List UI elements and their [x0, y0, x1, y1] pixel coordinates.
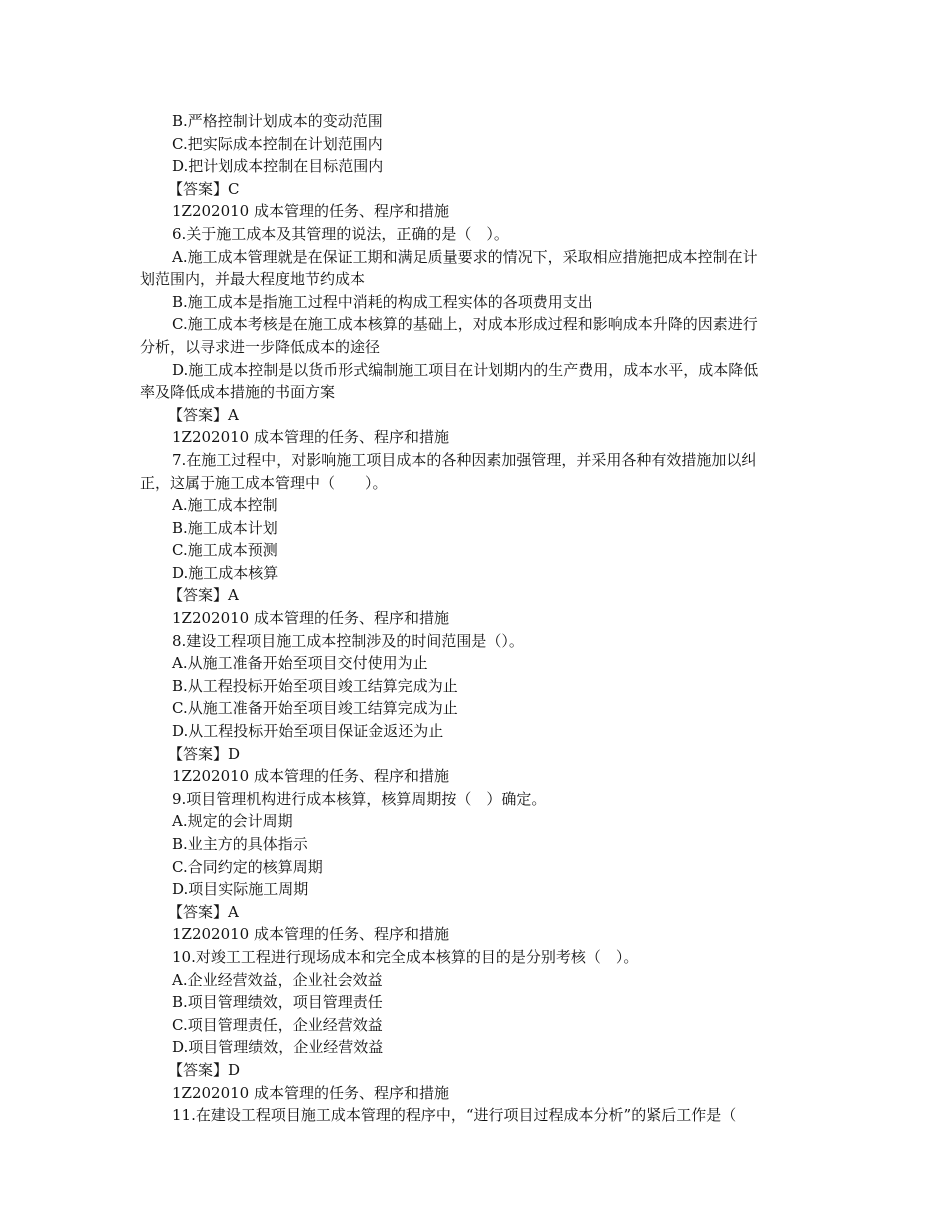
text-line: C.把实际成本控制在计划范围内 [172, 134, 383, 153]
text-line: B.严格控制计划成本的变动范围 [172, 112, 383, 130]
text-line: A.施工成本控制 [172, 496, 278, 515]
text-line: 分析，以寻求进一步降低成本的途径 [140, 337, 381, 356]
document-body [140, 110, 810, 1127]
text-line: A.规定的会计周期 [172, 812, 293, 831]
answer-line: 【答案】A [168, 586, 239, 605]
text-line: B.施工成本计划 [172, 518, 278, 537]
text-line: 1Z202010 成本管理的任务、程序和措施 [172, 428, 449, 447]
text-line: D.施工成本控制是以货币形式编制施工项目在计划期内的生产费用，成本水平，成本降低 [172, 360, 759, 379]
text-line: 1Z202010 成本管理的任务、程序和措施 [172, 767, 449, 786]
text-line: 率及降低成本措施的书面方案 [140, 383, 336, 402]
answer-line: 【答案】A [168, 902, 239, 921]
text-line: 7.在施工过程中，对影响施工项目成本的各种因素加强管理，并采用各种有效措施加以纠 [172, 450, 757, 469]
text-line: 8.建设工程项目施工成本控制涉及的时间范围是（）。 [172, 631, 524, 650]
text-line: C.施工成本考核是在施工成本核算的基础上，对成本形成过程和影响成本升降的因素进行 [172, 315, 758, 334]
text-line: D.项目实际施工周期 [172, 880, 309, 899]
text-line: B.从工程投标开始至项目竣工结算完成为止 [172, 676, 458, 695]
text-line: D.把计划成本控制在目标范围内 [172, 157, 384, 176]
text-line: 6.关于施工成本及其管理的说法，正确的是（ ）。 [172, 224, 509, 243]
answer-line: 【答案】C [168, 179, 240, 198]
text-line: C.合同约定的核算周期 [172, 857, 323, 876]
text-line: 划范围内，并最大程度地节约成本 [140, 270, 366, 289]
text-line: 11.在建设工程项目施工成本管理的程序中，“进行项目过程成本分析”的紧后工作是（ [172, 1106, 737, 1125]
text-line: D.项目管理绩效，企业经营效益 [172, 1038, 384, 1057]
text-line: A.施工成本管理就是在保证工期和满足质量要求的情况下，采取相应措施把成本控制在计 [172, 247, 758, 266]
text-line: B.施工成本是指施工过程中消耗的构成工程实体的各项费用支出 [172, 292, 593, 311]
text-line: 1Z202010 成本管理的任务、程序和措施 [172, 609, 449, 628]
answer-line: 【答案】D [168, 1060, 241, 1079]
text-line: 10.对竣工工程进行现场成本和完全成本核算的目的是分别考核（ ）。 [172, 947, 639, 966]
text-line: C.施工成本预测 [172, 541, 278, 560]
text-line: C.项目管理责任，企业经营效益 [172, 1015, 383, 1034]
text-line: A.从施工准备开始至项目交付使用为止 [172, 654, 428, 673]
text-line: D.从工程投标开始至项目保证金返还为止 [172, 722, 444, 741]
text-line: 正，这属于施工成本管理中（ ）。 [140, 473, 388, 492]
text-line: C.从施工准备开始至项目竣工结算完成为止 [172, 699, 458, 718]
text-line: 1Z202010 成本管理的任务、程序和措施 [172, 1083, 449, 1102]
text-line: B.业主方的具体指示 [172, 835, 308, 853]
answer-line: 【答案】D [168, 744, 241, 763]
answer-line: 【答案】A [168, 405, 239, 424]
text-line: 1Z202010 成本管理的任务、程序和措施 [172, 202, 449, 221]
text-line: B.项目管理绩效，项目管理责任 [172, 993, 383, 1012]
text-line: D.施工成本核算 [172, 563, 279, 582]
text-line: 9.项目管理机构进行成本核算，核算周期按（ ）确定。 [172, 789, 547, 808]
text-line: 1Z202010 成本管理的任务、程序和措施 [172, 925, 449, 944]
text-line: A.企业经营效益，企业社会效益 [172, 970, 383, 989]
